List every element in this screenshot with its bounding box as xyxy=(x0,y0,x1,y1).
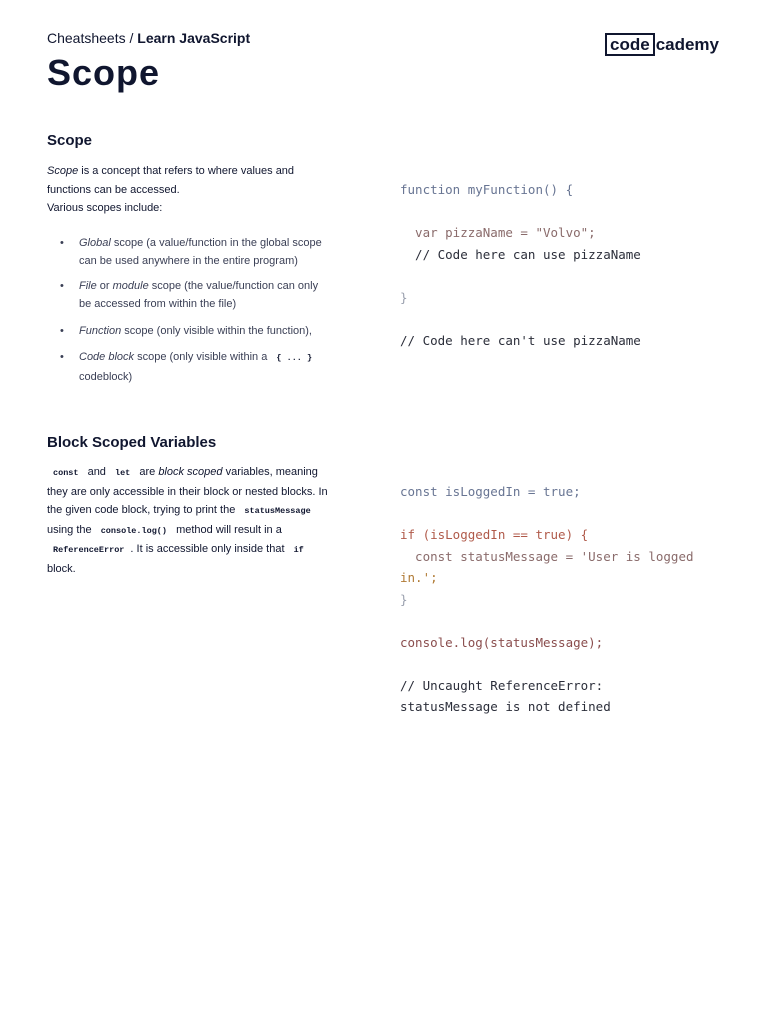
inline-code: statusMessage xyxy=(238,506,316,516)
scope-list xyxy=(47,234,332,387)
logo-rest-text: cademy xyxy=(655,35,720,54)
code-line: } xyxy=(400,591,408,607)
code-line: in.'; xyxy=(400,570,438,585)
breadcrumb-current[interactable]: Learn JavaScript xyxy=(137,30,251,46)
section-title-scope: Scope xyxy=(47,132,93,149)
code-line: // Code here can't use pizzaName xyxy=(400,332,641,348)
section-title-block-scoped: Block Scoped Variables xyxy=(47,434,217,451)
scope-intro: Scope is a concept that refers to where values and functions can be accessed. xyxy=(47,165,295,196)
code-line: console.log(statusMessage); xyxy=(400,634,604,650)
logo-boxed-text: code xyxy=(605,33,655,56)
page-title: Scope xyxy=(47,52,161,93)
code-line: statusMessage is not defined xyxy=(400,699,611,714)
code-line: const isLoggedIn = true; xyxy=(400,484,581,499)
code-line: } xyxy=(400,289,408,305)
code-line: function myFunction() { xyxy=(400,182,574,197)
code-line: if (isLoggedIn == true) { xyxy=(400,527,589,542)
list-item: • Global scope (a value/function in the global scope can be used anywhere in the entire program) xyxy=(47,234,332,271)
code-line: const statusMessage = 'User is logged xyxy=(400,548,694,564)
inline-code: let xyxy=(109,468,136,478)
inline-code: { ... } xyxy=(270,353,318,363)
breadcrumb-link-cheatsheets[interactable]: Cheatsheets / xyxy=(47,30,134,46)
scope-description xyxy=(47,162,332,386)
codecademy-logo[interactable] xyxy=(605,33,719,56)
list-item: • File or module scope (the value/function can only be accessed from within the file) xyxy=(47,277,332,314)
block-scoped-description: const and let are block scoped variables, meaning they are only accessible in their block or nested blocks. In the given code block, trying to print the statusMessage using the console.log() method will result in a ReferenceError . It is accessible only inside that if block. xyxy=(47,466,328,575)
code-line: // Uncaught ReferenceError: xyxy=(400,677,604,693)
code-line: var pizzaName = "Volvo"; xyxy=(400,225,596,240)
inline-code: ReferenceError xyxy=(47,545,130,555)
inline-code: console.log() xyxy=(95,526,173,536)
breadcrumb xyxy=(47,30,250,46)
code-block-block-scoped xyxy=(400,481,730,718)
inline-code: if xyxy=(288,545,310,555)
inline-code: const xyxy=(47,468,85,478)
scope-intro-line2: Various scopes include: xyxy=(47,202,163,214)
code-block-scope xyxy=(400,179,730,351)
list-item: • Code block scope (only visible within a { ... } codeblock) xyxy=(47,348,332,386)
code-line: // Code here can use pizzaName xyxy=(400,246,641,262)
list-item: • Function scope (only visible within the function), xyxy=(47,322,332,341)
